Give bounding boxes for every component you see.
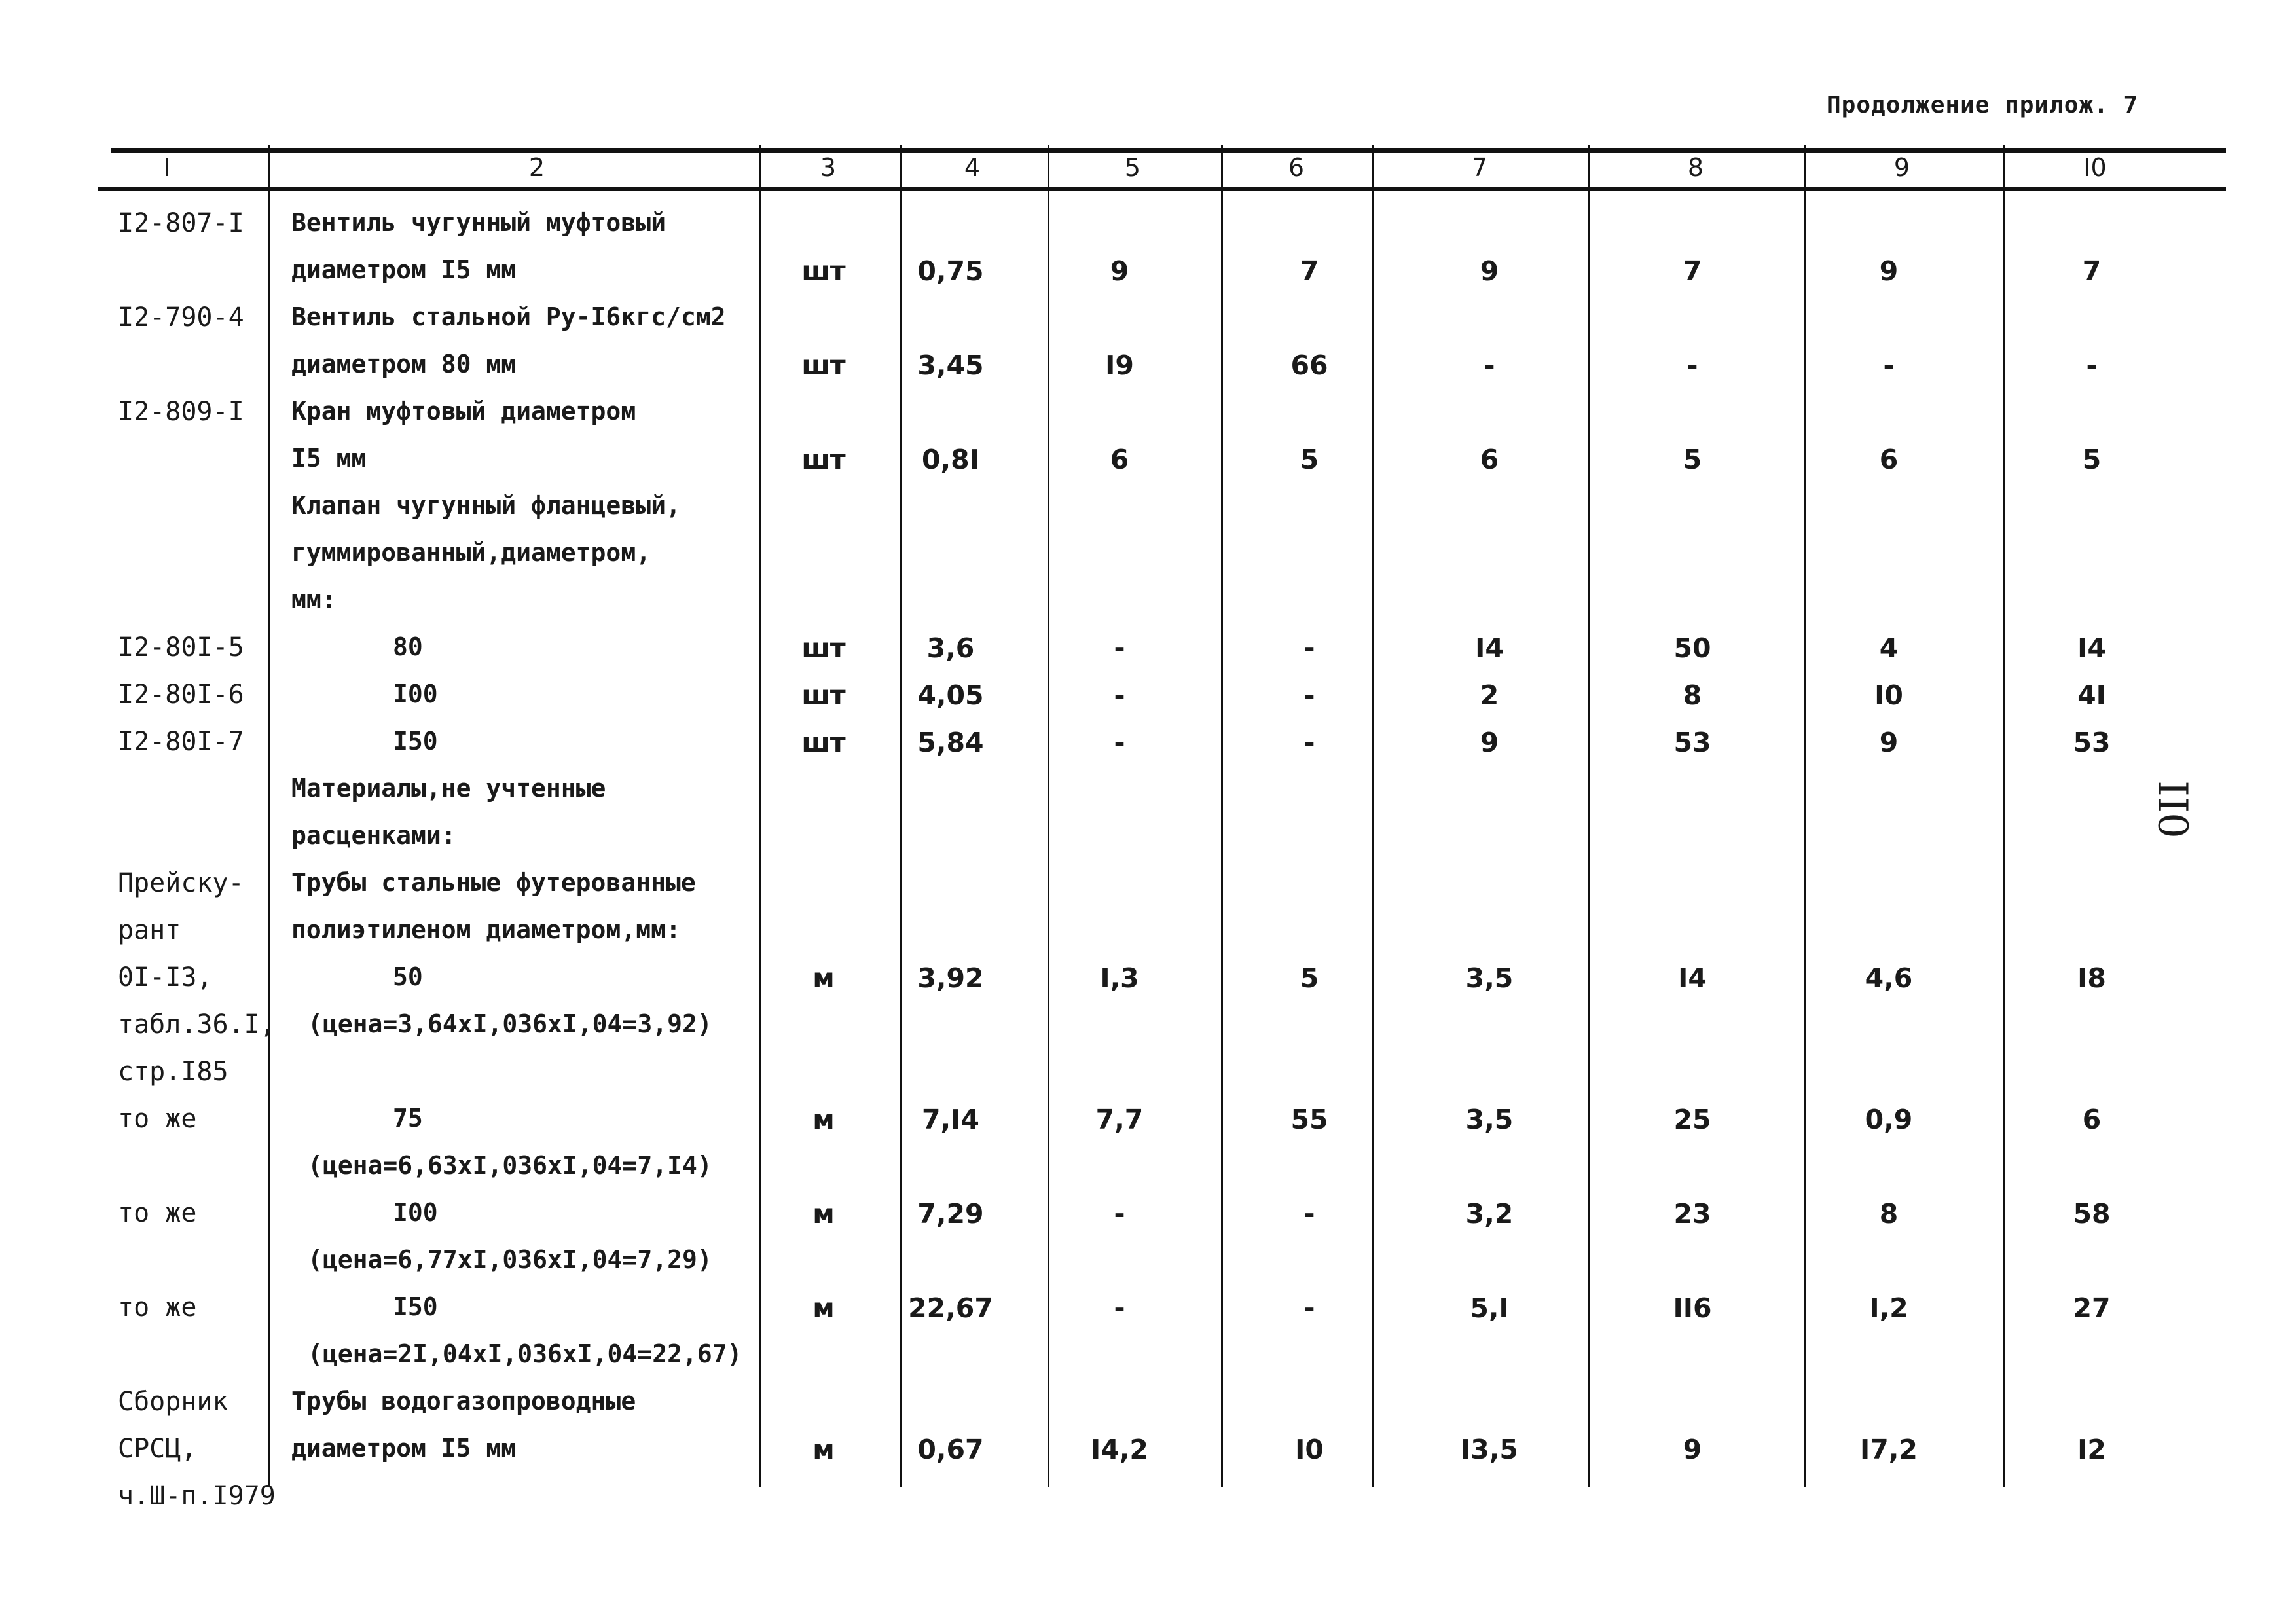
cell-c6: - <box>1303 1292 1315 1324</box>
cell-c9: 9 <box>1879 255 1899 287</box>
column-number: I <box>163 153 171 182</box>
cell-c6: 55 <box>1290 1104 1328 1135</box>
cell-c10: - <box>2086 350 2098 381</box>
cell-c5: 6 <box>1110 444 1129 475</box>
cell-c9: 4,6 <box>1865 962 1913 994</box>
row-code: Прейску- <box>118 868 244 898</box>
column-number: 8 <box>1687 153 1704 182</box>
cell-unit: м <box>812 962 835 994</box>
table-header-rule <box>98 187 2226 191</box>
column-divider <box>1372 145 1374 1487</box>
row-description: I50 <box>393 727 438 756</box>
cell-c5: I4,2 <box>1091 1434 1148 1465</box>
cell-c10: I2 <box>2077 1434 2106 1465</box>
row-description: диаметром 80 мм <box>291 350 517 378</box>
row-description: I00 <box>393 680 438 708</box>
cell-c10: 7 <box>2082 255 2102 287</box>
cell-c10: 53 <box>2073 727 2111 758</box>
row-description: (цена=2I,04хI,036хI,04=22,67) <box>308 1340 742 1368</box>
row-code: Сборник <box>118 1387 228 1417</box>
cell-c10: 58 <box>2073 1198 2111 1230</box>
cell-c8: 8 <box>1683 680 1702 711</box>
cell-c5: 9 <box>1110 255 1129 287</box>
cell-c7: 6 <box>1480 444 1499 475</box>
row-code: рант <box>118 915 181 945</box>
cell-c8: 9 <box>1683 1434 1702 1465</box>
cell-c6: 66 <box>1290 350 1328 381</box>
cell-price: 3,6 <box>926 632 975 664</box>
cell-c9: 8 <box>1879 1198 1899 1230</box>
cell-c10: I8 <box>2077 962 2106 994</box>
cell-c5: I9 <box>1105 350 1134 381</box>
cell-unit: шт <box>801 255 846 287</box>
cell-unit: м <box>812 1434 835 1465</box>
row-description: Материалы,не учтенные <box>291 774 606 803</box>
cell-c9: 9 <box>1879 727 1899 758</box>
cell-c7: 5,I <box>1470 1292 1509 1324</box>
cell-c8: I4 <box>1678 962 1707 994</box>
cell-c5: - <box>1114 1292 1125 1324</box>
cell-c5: 7,7 <box>1095 1104 1144 1135</box>
cell-c10: I4 <box>2077 632 2106 664</box>
cell-price: 0,8I <box>922 444 979 475</box>
cell-price: 3,92 <box>917 962 984 994</box>
row-code: I2-809-I <box>118 397 244 427</box>
cell-price: 4,05 <box>917 680 984 711</box>
cell-unit: м <box>812 1198 835 1230</box>
row-code: то же <box>118 1292 197 1322</box>
row-description: гуммированный,диаметром, <box>291 538 651 567</box>
cell-c5: - <box>1114 727 1125 758</box>
cell-c7: 3,5 <box>1465 962 1514 994</box>
column-divider <box>759 145 761 1487</box>
row-description: мм: <box>291 585 337 614</box>
page-number: II0 <box>2149 780 2197 839</box>
column-number: 2 <box>528 153 545 182</box>
cell-unit: м <box>812 1104 835 1135</box>
cell-c10: 6 <box>2082 1104 2102 1135</box>
cell-c9: 4 <box>1879 632 1899 664</box>
cell-c7: 3,5 <box>1465 1104 1514 1135</box>
cell-c5: - <box>1114 1198 1125 1230</box>
cell-c6: 5 <box>1300 962 1319 994</box>
cell-c6: 5 <box>1300 444 1319 475</box>
row-description: (цена=6,63хI,036хI,04=7,I4) <box>308 1151 712 1180</box>
cell-c6: - <box>1303 1198 1315 1230</box>
column-number: 7 <box>1471 153 1488 182</box>
cell-c9: 0,9 <box>1865 1104 1913 1135</box>
continuation-note: Продолжение прилож. 7 <box>1827 92 2139 119</box>
row-description: Трубы водогазопроводные <box>291 1387 636 1415</box>
cell-price: 22,67 <box>908 1292 993 1324</box>
cell-c6: - <box>1303 632 1315 664</box>
column-number: I0 <box>2083 153 2107 182</box>
cell-c9: I,2 <box>1869 1292 1908 1324</box>
column-divider <box>268 145 270 1487</box>
row-description: I50 <box>393 1292 438 1321</box>
cell-unit: шт <box>801 727 846 758</box>
row-code: I2-80I-5 <box>118 632 244 663</box>
row-description: 80 <box>393 632 423 661</box>
cell-price: 0,75 <box>917 255 984 287</box>
row-code: 0I-I3, <box>118 962 213 993</box>
column-number: 4 <box>964 153 981 182</box>
cell-c7: I4 <box>1475 632 1504 664</box>
cell-price: 3,45 <box>917 350 984 381</box>
cell-price: 5,84 <box>917 727 984 758</box>
row-code: то же <box>118 1104 197 1134</box>
cell-unit: шт <box>801 680 846 711</box>
column-divider <box>1048 145 1049 1487</box>
column-number: 5 <box>1124 153 1141 182</box>
cell-c9: 6 <box>1879 444 1899 475</box>
cell-c10: 4I <box>2077 680 2106 711</box>
cell-c7: 2 <box>1480 680 1499 711</box>
cell-c5: I,3 <box>1100 962 1139 994</box>
row-description: (цена=3,64хI,036хI,04=3,92) <box>308 1010 712 1038</box>
row-code: I2-790-4 <box>118 302 244 333</box>
cell-price: 7,29 <box>917 1198 984 1230</box>
row-code: стр.I85 <box>118 1057 228 1087</box>
row-description: 50 <box>393 962 423 991</box>
cell-c5: - <box>1114 680 1125 711</box>
cell-c7: 3,2 <box>1465 1198 1514 1230</box>
cell-c8: - <box>1686 350 1698 381</box>
cell-c6: I0 <box>1295 1434 1324 1465</box>
column-number: 6 <box>1288 153 1305 182</box>
cell-c9: I0 <box>1874 680 1903 711</box>
row-code: I2-80I-6 <box>118 680 244 710</box>
column-number: 9 <box>1893 153 1910 182</box>
row-description: I00 <box>393 1198 438 1227</box>
row-description: Вентиль чугунный муфтовый <box>291 208 666 237</box>
cell-c8: 25 <box>1673 1104 1711 1135</box>
cell-c8: II6 <box>1673 1292 1712 1324</box>
cell-price: 0,67 <box>917 1434 984 1465</box>
row-description: диаметром I5 мм <box>291 255 517 284</box>
row-description: полиэтиленом диаметром,мм: <box>291 915 681 944</box>
cell-c9: - <box>1883 350 1895 381</box>
cell-c7: I3,5 <box>1461 1434 1518 1465</box>
cell-c6: - <box>1303 727 1315 758</box>
row-description: расценками: <box>291 821 456 850</box>
cell-unit: шт <box>801 444 846 475</box>
row-description: Кран муфтовый диаметром <box>291 397 636 426</box>
cell-c5: - <box>1114 632 1125 664</box>
cell-unit: шт <box>801 350 846 381</box>
cell-unit: шт <box>801 632 846 664</box>
column-divider <box>900 145 902 1487</box>
cell-unit: м <box>812 1292 835 1324</box>
row-description: Вентиль стальной Ру-I6кгс/см2 <box>291 302 726 331</box>
cell-c8: 53 <box>1673 727 1711 758</box>
column-divider <box>1804 145 1806 1487</box>
row-description: диаметром I5 мм <box>291 1434 517 1463</box>
cell-c7: 9 <box>1480 727 1499 758</box>
cell-c6: 7 <box>1300 255 1319 287</box>
row-code: СРСЦ, <box>118 1434 197 1464</box>
cell-price: 7,I4 <box>922 1104 979 1135</box>
row-description: (цена=6,77хI,036хI,04=7,29) <box>308 1245 712 1274</box>
cell-c7: - <box>1484 350 1495 381</box>
cell-c8: 5 <box>1683 444 1702 475</box>
column-divider <box>2003 145 2005 1487</box>
cell-c8: 50 <box>1673 632 1711 664</box>
row-code: то же <box>118 1198 197 1228</box>
row-description: I5 мм <box>291 444 367 473</box>
row-description: Клапан чугунный фланцевый, <box>291 491 681 520</box>
row-code: I2-80I-7 <box>118 727 244 757</box>
table-top-rule <box>111 148 2226 153</box>
row-code: ч.Ш-п.I979 <box>118 1481 276 1511</box>
column-number: 3 <box>820 153 837 182</box>
row-description: 75 <box>393 1104 423 1133</box>
cell-c6: - <box>1303 680 1315 711</box>
row-code: I2-807-I <box>118 208 244 238</box>
column-divider <box>1221 145 1223 1487</box>
cell-c8: 23 <box>1673 1198 1711 1230</box>
cell-c10: 5 <box>2082 444 2102 475</box>
column-divider <box>1588 145 1590 1487</box>
cell-c10: 27 <box>2073 1292 2111 1324</box>
row-code: табл.36.I, <box>118 1010 276 1040</box>
cell-c9: I7,2 <box>1860 1434 1918 1465</box>
row-description: Трубы стальные футерованные <box>291 868 696 897</box>
cell-c8: 7 <box>1683 255 1702 287</box>
cell-c7: 9 <box>1480 255 1499 287</box>
